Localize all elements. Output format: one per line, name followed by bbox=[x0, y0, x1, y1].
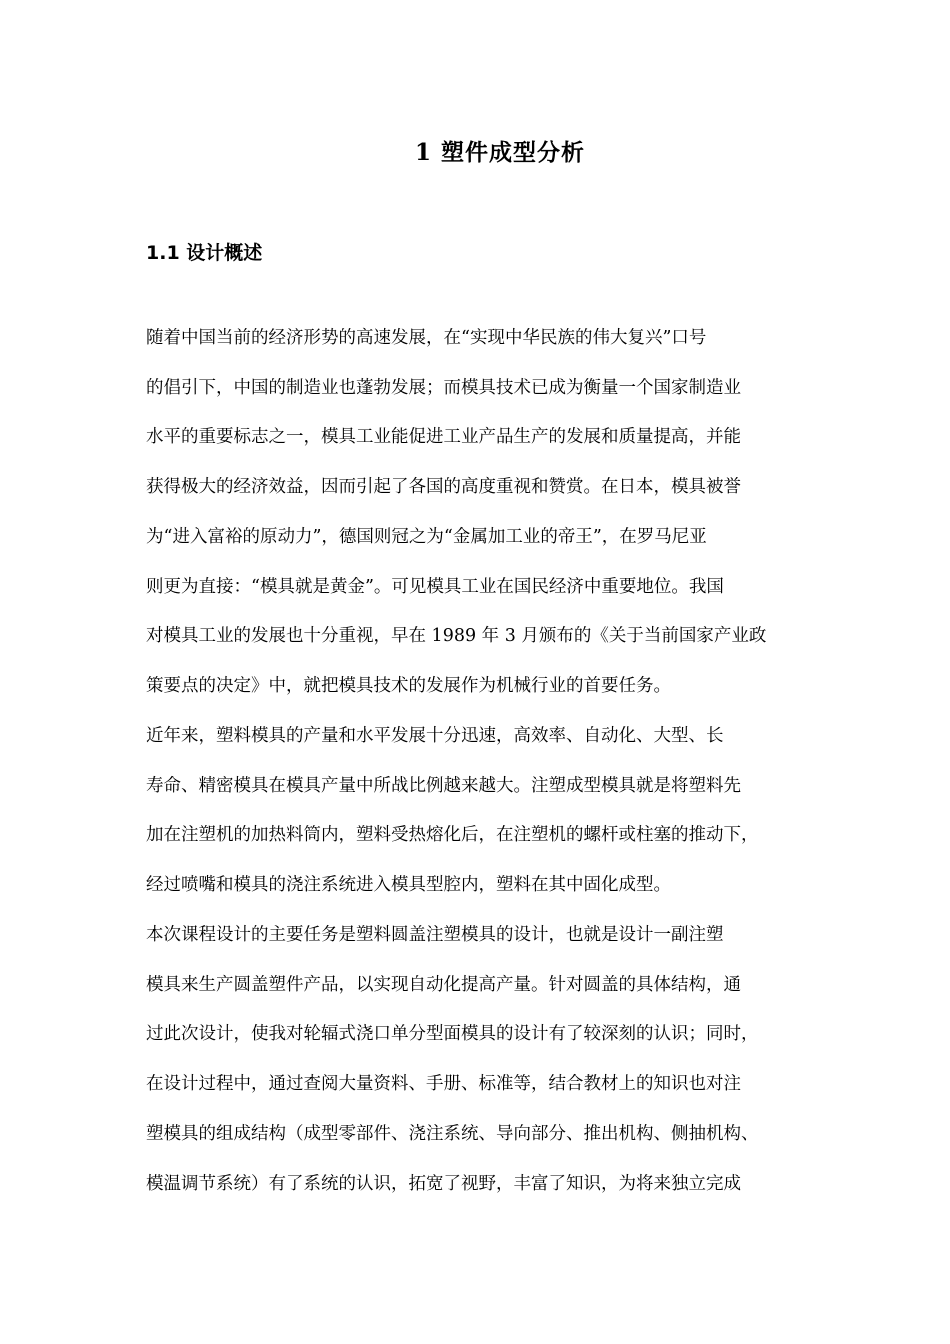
body-line: 则更为直接：“模具就是黄金”。可见模具工业在国民经济中重要地位。我国 bbox=[146, 577, 724, 597]
body-line: 获得极大的经济效益，因而引起了各国的高度重视和赞赏。在日本，模具被誉 bbox=[146, 477, 741, 497]
body-line: 随着中国当前的经济形势的高速发展，在“实现中华民族的伟大复兴”口号 bbox=[146, 328, 707, 348]
chapter-title: 1 塑件成型分析 bbox=[414, 139, 585, 166]
body-line: 为“进入富裕的原动力”，德国则冠之为“金属加工业的帝王”，在罗马尼亚 bbox=[146, 527, 707, 547]
body-line: 本次课程设计的主要任务是塑料圆盖注塑模具的设计，也就是设计一副注塑 bbox=[146, 925, 724, 945]
body-line: 塑模具的组成结构（成型零部件、浇注系统、导向部分、推出机构、侧抽机构、 bbox=[146, 1124, 759, 1144]
body-line: 的倡引下，中国的制造业也蓬勃发展；而模具技术已成为衡量一个国家制造业 bbox=[146, 378, 741, 398]
body-line: 策要点的决定》中，就把模具技术的发展作为机械行业的首要任务。 bbox=[146, 676, 671, 696]
body-line: 经过喷嘴和模具的浇注系统进入模具型腔内，塑料在其中固化成型。 bbox=[146, 875, 671, 895]
body-line: 在设计过程中，通过查阅大量资料、手册、标准等，结合教材上的知识也对注 bbox=[146, 1074, 741, 1094]
body-line: 水平的重要标志之一，模具工业能促进工业产品生产的发展和质量提高，并能 bbox=[146, 427, 741, 447]
body-line: 寿命、精密模具在模具产量中所战比例越来越大。注塑成型模具就是将塑料先 bbox=[146, 776, 741, 796]
section-title: 1.1 设计概述 bbox=[146, 242, 263, 264]
body-line: 模具来生产圆盖塑件产品，以实现自动化提高产量。针对圆盖的具体结构，通 bbox=[146, 975, 741, 995]
body-line: 对模具工业的发展也十分重视，早在 1989 年 3 月颁布的《关于当前国家产业政 bbox=[146, 626, 767, 646]
body-line: 近年来，塑料模具的产量和水平发展十分迅速，高效率、自动化、大型、长 bbox=[146, 726, 724, 746]
body-line: 过此次设计，使我对轮辐式浇口单分型面模具的设计有了较深刻的认识；同时， bbox=[146, 1024, 759, 1044]
body-line: 加在注塑机的加热料筒内，塑料受热熔化后，在注塑机的螺杆或柱塞的推动下， bbox=[146, 825, 759, 845]
body-line: 模温调节系统）有了系统的认识，拓宽了视野，丰富了知识，为将来独立完成 bbox=[146, 1174, 741, 1194]
